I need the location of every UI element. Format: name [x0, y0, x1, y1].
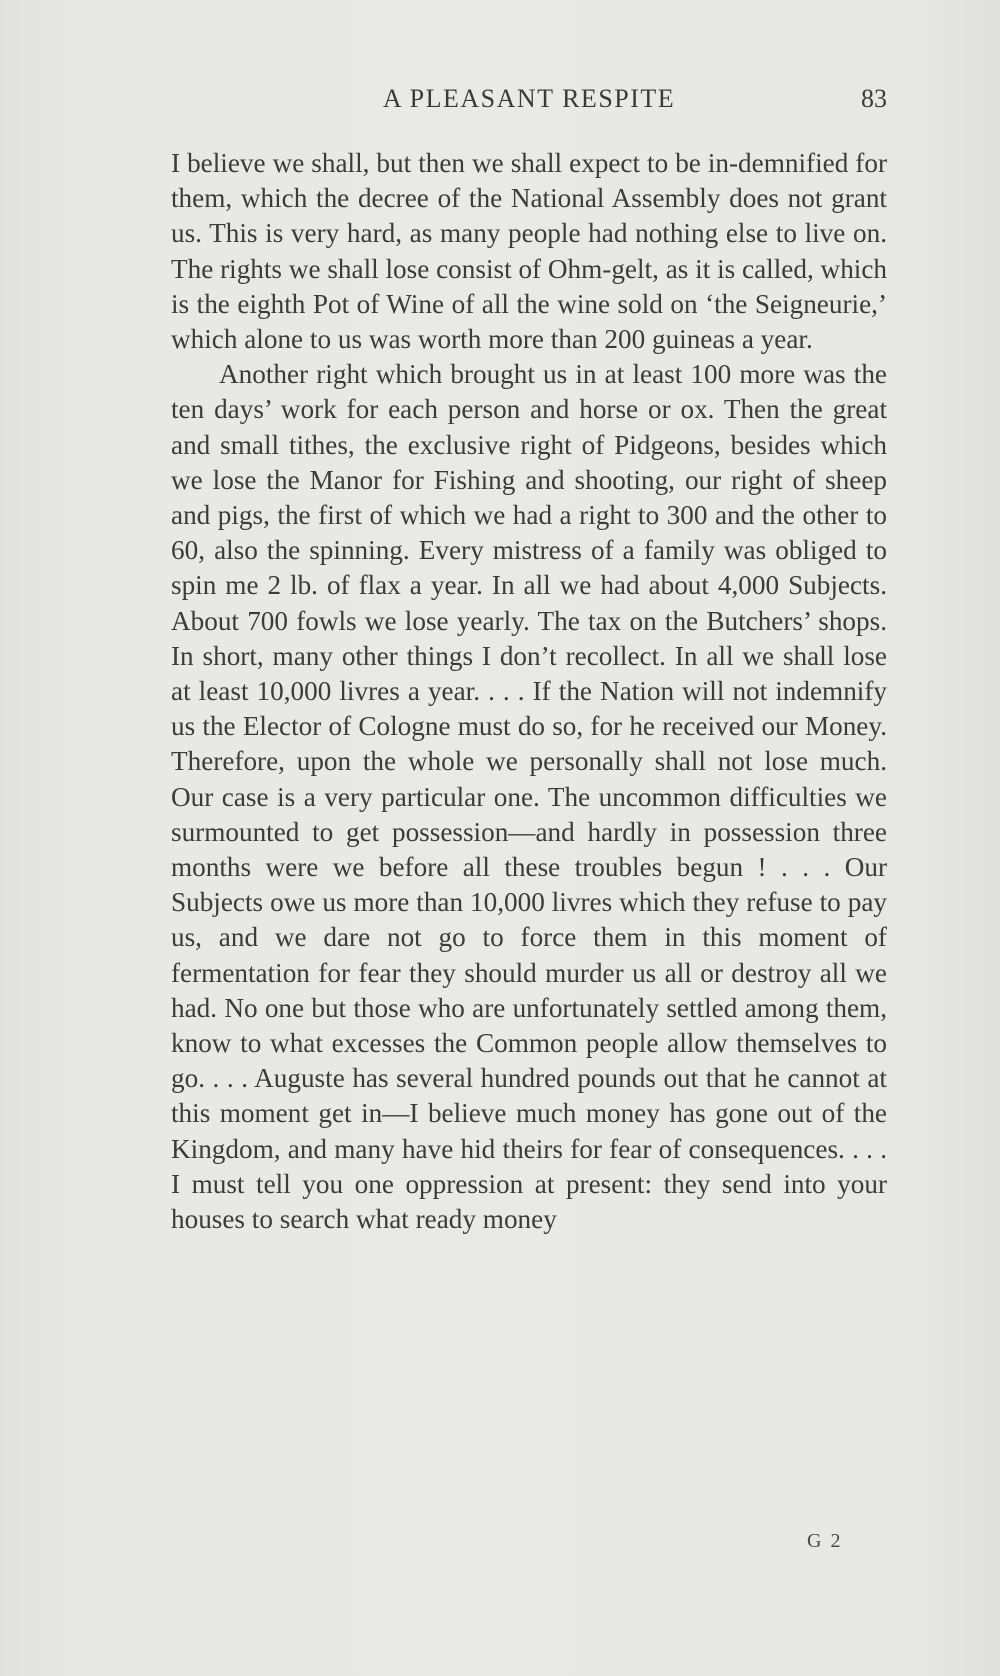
- paragraph: Another right which brought us in at least 100 more was the ten days’ work for each person and horse or ox. Then the great and small tithes, the exclusive right of Pidgeons, besides which we lose the Manor for Fishing and shooting, our right of sheep and pigs, the first of which we had a right to 300 and the other to 60, also the spinning. Every mistress of a family was obliged to spin me 2 lb. of flax a year. In all we had about 4,000 Subjects. About 700 fowls we lose yearly. The tax on the Butchers’ shops. In short, many other things I don’t recollect. In all we shall lose at least 10,000 livres a year. . . . If the Nation will not indemnify us the Elector of Cologne must do so, for he received our Money. Therefore, upon the whole we personally shall not lose much. Our case is a very particular one. The uncommon difficulties we surmounted to get possession—and hardly in possession three months were we before all these troubles begun ! . . . Our Subjects owe us more than 10,000 livres which they refuse to pay us, and we dare not go to force them in this moment of fermentation for fear they should murder us all or destroy all we had. No one but those who are unfortunately settled among them, know to what excesses the Common people allow themselves to go. . . . Auguste has several hundred pounds out that he cannot at this moment get in—I believe much money has gone out of the Kingdom, and many have hid theirs for fear of consequences. . . . I must tell you one oppression at present: they send into your houses to search what ready money: [171, 359, 887, 1235]
- printer-signature-mark: G 2: [807, 1530, 843, 1552]
- page-number: 83: [861, 84, 887, 113]
- paragraph: I believe we shall, but then we shall expect to be in-demnified for them, which the decree of the National Assembly does not grant us. This is very hard, as many people had nothing else to live on. The rights we shall lose consist of Ohm-gelt, as it is called, which is the eighth Pot of Wine of all the wine sold on ‘the Seigneurie,’ which alone to us was worth more than 200 guineas a year.: [171, 148, 887, 355]
- page-header: [171, 84, 887, 124]
- body-text: [171, 146, 887, 1237]
- running-head: A PLEASANT RESPITE: [382, 84, 676, 113]
